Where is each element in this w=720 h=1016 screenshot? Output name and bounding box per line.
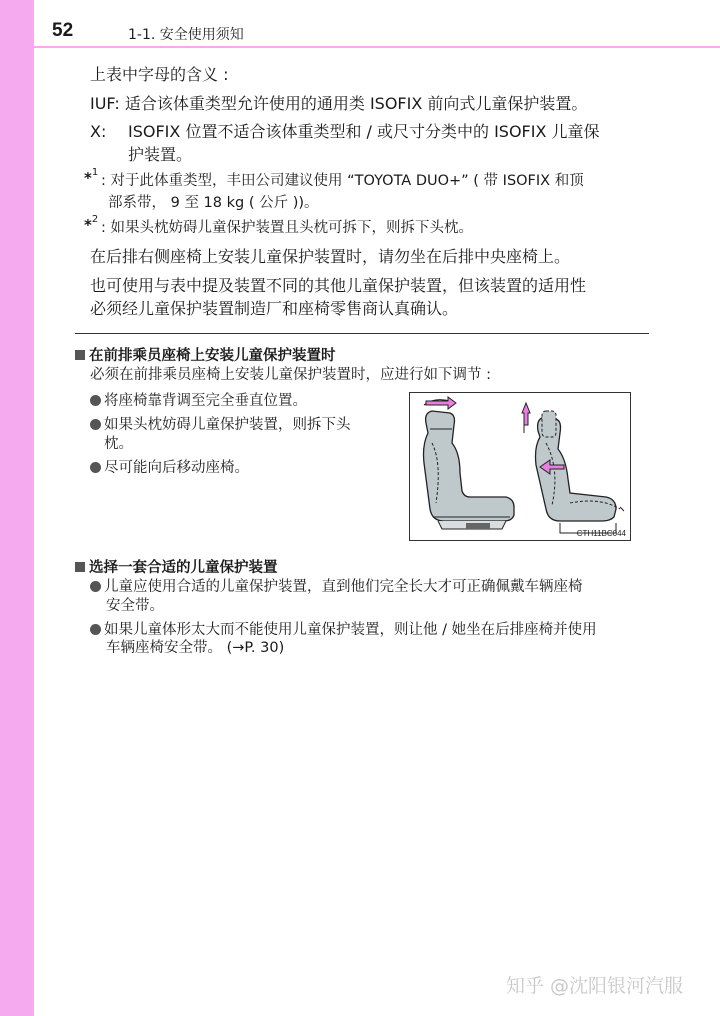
choose-bullet2-cont: 车辆座椅安全带。 (→P. 30) [106, 640, 285, 656]
note2-number: 2 [91, 214, 99, 225]
seat-illustration-svg [410, 393, 630, 540]
note1-line1: : 对于此体重类型，丰田公司建议使用 “TOYOTA DUO+” ( 带 ISOFIX 和顶 [101, 173, 584, 189]
note2-marker [84, 216, 98, 234]
front-seat-heading-text: 在前排乘员座椅上安装儿童保护装置时 [89, 348, 336, 364]
body-para2-line1: 也可使用与表中提及装置不同的其他儿童保护装置，但该装置的适用性 [90, 276, 587, 295]
front-seat-bullet3 [90, 458, 249, 479]
legend-x-line1: ISOFIX 位置不适合该体重类型和 / 或尺寸分类中的 ISOFIX 儿童保 [128, 122, 600, 141]
note2-star: * [84, 216, 92, 234]
section-divider [75, 333, 649, 334]
front-seat-bullet2-line1: 如果头枕妨碍儿童保护装置，则拆下头 [104, 417, 351, 433]
header-rule [34, 46, 720, 48]
figure-code: CTH11BC044 [576, 529, 626, 538]
choose-heading [75, 556, 278, 577]
note1-star: * [84, 169, 92, 187]
heading-square-icon [75, 350, 85, 360]
seat-adjustment-illustration [409, 392, 631, 541]
body-para2-line2: 必须经儿童保护装置制造厂和座椅零售商认真确认。 [90, 299, 459, 318]
note1-line2: 部系带， 9 至 18 kg ( 公斤 ))。 [108, 195, 319, 211]
note1-number: 1 [91, 167, 99, 178]
note1-marker [84, 169, 98, 187]
legend-x-key: X: [90, 122, 107, 141]
choose-heading-text: 选择一套合适的儿童保护装置 [89, 560, 278, 576]
front-seat-bullet3-text: 尽可能向后移动座椅。 [104, 460, 249, 476]
heading-square-icon [75, 562, 85, 572]
legend-x-line2: 护装置。 [128, 145, 193, 164]
front-seat-heading [75, 344, 336, 365]
choose-bullet1-line1: 儿童应使用合适的儿童保护装置，直到他们完全长大才可正确佩戴车辆座椅 [104, 579, 583, 595]
front-seat-bullet1-text: 将座椅靠背调至完全垂直位置。 [104, 393, 307, 409]
bullet-dot-icon [90, 419, 101, 430]
choose-bullet1-cont: 安全带。 [106, 598, 164, 614]
note2-line1: : 如果头枕妨碍儿童保护装置且头枕可拆下，则拆下头枕。 [101, 220, 473, 236]
legend-intro: 上表中字母的含义 : [90, 65, 229, 84]
choose-bullet2-line1: 如果儿童体形太大而不能使用儿童保护装置，则让他 / 她坐在后排座椅并使用 [104, 622, 597, 638]
seat-slide-back-illustration [522, 403, 624, 533]
body-para1: 在后排右侧座椅上安装儿童保护装置时，请勿坐在后排中央座椅上。 [90, 247, 571, 266]
front-seat-intro: 必须在前排乘员座椅上安装儿童保护装置时，应进行如下调节 : [90, 367, 491, 383]
front-seat-bullet2-cont: 枕。 [104, 436, 133, 452]
legend-iuf: IUF: 适合该体重类型允许使用的通用类 ISOFIX 前向式儿童保护装置。 [90, 94, 588, 113]
bullet-dot-icon [90, 581, 101, 592]
watermark: 知乎 @沈阳银河汽服 [506, 975, 684, 997]
page-header [34, 0, 720, 48]
front-seat-bullet2 [90, 415, 351, 436]
front-seat-bullet1 [90, 391, 307, 412]
seat-backrest-upright-illustration [424, 397, 515, 529]
page-number: 52 [52, 20, 74, 41]
bullet-dot-icon [90, 624, 101, 635]
bullet-dot-icon [90, 462, 101, 473]
side-color-band [0, 0, 34, 1016]
bullet-dot-icon [90, 395, 101, 406]
section-title: 1-1. 安全使用须知 [128, 27, 244, 43]
choose-bullet1 [90, 577, 583, 598]
